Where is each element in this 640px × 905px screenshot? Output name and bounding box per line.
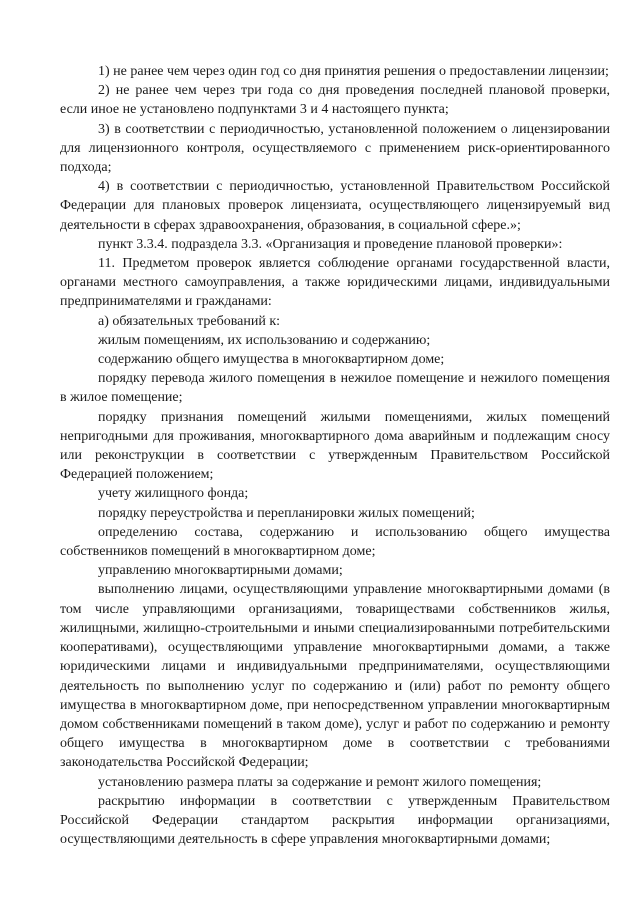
list-item: порядку признания помещений жилыми помещениями, жилых помещений непригодными для проживания, многоквартирного дома аварийным и подлежащим сносу или реконструкции в соответствии с утвержденным Правительством Российской Федерацией положением; (60, 409, 610, 483)
list-item: порядку переустройства и перепланировки жилых помещений; (98, 505, 475, 521)
list-item: определению состава, содержанию и использованию общего имущества собственников помещений в многоквартирном доме; (60, 524, 610, 560)
list-item: порядку перевода жилого помещения в нежилое помещение и нежилого помещения в жилое помещение; (60, 371, 610, 406)
paragraph-item-2: 2) не ранее чем через три года со дня проведения последней плановой проверки, если иное не установлено подпунктами 3 и 4 настоящего пункта; (60, 83, 610, 118)
list-item: раскрытию информации в соответствии с утвержденным Правительством Российской Федерации стандартом раскрытия информации организациями, осуществляющими деятельность в сфере управления многоквартирными домами; (60, 793, 610, 848)
paragraph-item-1: 1) не ранее чем через один год со дня принятия решения о предоставлении лицензии; (98, 64, 609, 79)
list-item: жилым помещениям, их использованию и содержанию; (98, 332, 431, 348)
paragraph-clause-11: 11. Предметом проверок является соблюдение органами государственной власти, органами местного самоуправления, а также юридическими лицами, индивидуальными предпринимателями и гражданами: (60, 256, 610, 310)
list-item: выполнению лицами, осуществляющими управление многоквартирными домами (в том числе управляющими организациями, товариществами собственников жилья, жилищными, жилищно-строительными и иными специализированными потребительскими кооперативами), осуществляющими управление многоквартирными домами, а также юридическими лицами и индивидуальными предпринимателями, осуществляющими деятельность по выполнению услуг по содержанию и (или) работ по ремонту общего имущества в многоквартирном доме, при непосредственном управлении многоквартирным домом собственниками помещений в таком доме), услуг и работ по содержанию и ремонту общего имущества в многоквартирном доме в соответствии с требованиями законодательства Российской Федерации; (60, 582, 610, 771)
paragraph-subclause-a: а) обязательных требований к: (98, 313, 281, 329)
list-item: управлению многоквартирными домами; (98, 563, 343, 579)
paragraph-section-ref: пункт 3.3.4. подраздела 3.3. «Организация и проведение плановой проверки»: (98, 236, 563, 252)
paragraph-item-3: 3) в соответствии с периодичностью, установленной положением о лицензировании для лицензионного контроля, осуществляемого с применением риск-ориентированного подхода; (60, 121, 610, 176)
document-page (60, 62, 610, 849)
list-item: установлению размера платы за содержание и ремонт жилого помещения; (98, 774, 542, 790)
list-item: учету жилищного фонда; (98, 486, 249, 502)
list-item: содержанию общего имущества в многоквартирном доме; (98, 352, 445, 368)
paragraph-item-4: 4) в соответствии с периодичностью, установленной Правительством Российской Федерации для плановых проверок лицензиата, осуществляющего лицензируемый вид деятельности в сферах здравоохранения, образования, в социальной сфере.»; (60, 179, 610, 233)
